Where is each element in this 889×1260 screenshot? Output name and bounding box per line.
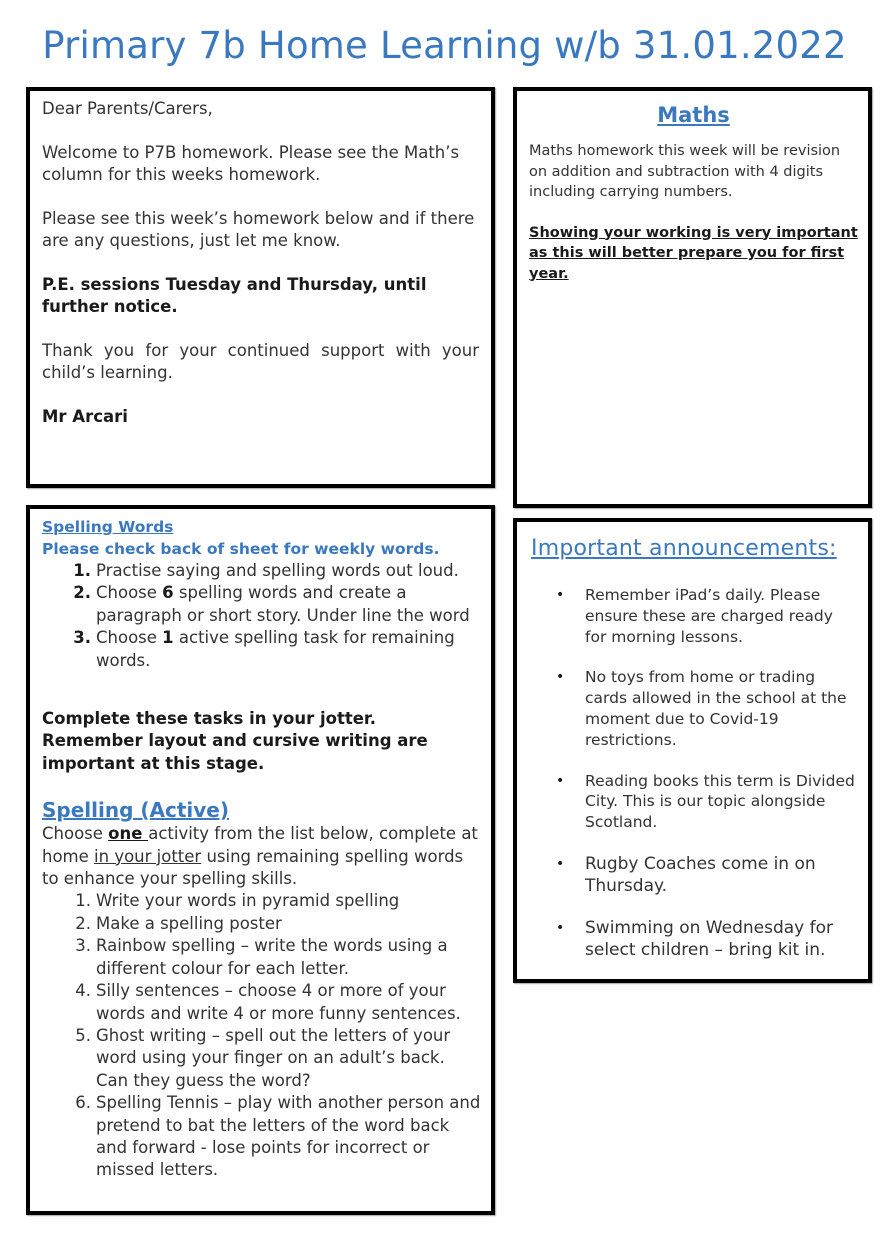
activity-item (42, 935, 481, 980)
intro-underlined: in your jotter (94, 846, 202, 866)
spelling-active-intro (42, 823, 481, 890)
bullet-icon: • (556, 855, 565, 872)
bullet-icon: • (556, 587, 565, 603)
spelling-words-heading: Spelling Words (42, 518, 174, 536)
activity-item (42, 1025, 481, 1092)
bullet-icon: • (556, 919, 565, 936)
maths-heading: Maths (657, 103, 730, 127)
spelling-subheading: Please check back of sheet for weekly words. (42, 540, 440, 558)
intro-text: using remaining spelling words to enhance your spelling skills. (42, 846, 464, 889)
maths-box (513, 87, 872, 508)
announcement-text: No toys from home or trading cards allowed in the school at the moment due to Covid-19 restrictions. (585, 668, 847, 749)
announcement-item (529, 771, 858, 833)
activity-number: 3. (75, 936, 91, 956)
activity-text: Rainbow spelling – write the words using a different colour for each letter. (96, 936, 448, 978)
bullet-icon: • (556, 772, 565, 789)
task-number: 3. (73, 628, 91, 648)
activity-text: Ghost writing – spell out the letters of your word using your finger on an adult’s back. Can they guess the word? (96, 1025, 451, 1090)
intro-text: activity from the list below, complete at home (42, 824, 478, 866)
announcement-item (529, 917, 858, 961)
intro-text: Choose (42, 824, 109, 844)
maths-emphasis: Showing your working is very important as this will better prepare you for first year. (529, 224, 858, 282)
spelling-task (42, 582, 481, 627)
letter-see-below: Please see this week’s homework below and if there are any questions, just let me know. (42, 209, 475, 250)
announcement-text: Remember iPad’s daily. Please ensure these are charged ready for morning lessons. (585, 586, 833, 646)
letter-greeting: Dear Parents/Carers, (42, 99, 213, 118)
announcement-item (529, 667, 858, 750)
spelling-active-heading: Spelling (Active) (42, 798, 230, 823)
parent-letter-box (26, 87, 495, 488)
task-count: 6 (162, 583, 174, 603)
spelling-box (26, 505, 495, 1215)
letter-thanks: Thank you for your continued support with your child’s learning. (42, 341, 479, 382)
task-text: spelling words and create a paragraph or short story. Under line the word (96, 583, 470, 625)
activity-number: 1. (75, 891, 91, 911)
activity-item (42, 1092, 481, 1182)
activity-number: 5. (75, 1025, 91, 1045)
task-text: active spelling task for remaining words. (96, 628, 455, 670)
activity-text: Silly sentences – choose 4 or more of your words and write 4 or more funny sentences. (96, 981, 461, 1023)
activity-item (42, 890, 481, 912)
activity-text: Spelling Tennis – play with another person and pretend to bat the letters of the word back and forward - lose points for incorrect or missed letters. (96, 1093, 481, 1180)
activity-number: 2. (75, 913, 91, 933)
page-title: Primary 7b Home Learning w/b 31.01.2022 (42, 24, 847, 67)
task-number: 1. (73, 561, 91, 580)
announcement-item (529, 585, 858, 647)
maths-body: Maths homework this week will be revision on addition and subtraction with 4 digits including carrying numbers. (529, 143, 841, 200)
announcement-text: Swimming on Wednesday for select children – bring kit in. (585, 917, 834, 960)
letter-signature: Mr Arcari (42, 407, 128, 426)
jotter-note: Complete these tasks in your jotter. Remember layout and cursive writing are important at this stage. (42, 709, 428, 773)
announcement-list (529, 585, 858, 961)
activity-text: Make a spelling poster (96, 913, 282, 933)
announcement-text: Reading books this term is Divided City. This is our topic alongside Scotland. (585, 771, 855, 832)
task-count: 1 (162, 628, 174, 648)
task-text: Choose (96, 628, 163, 648)
letter-welcome: Welcome to P7B homework. Please see the Math’s column for this weeks homework. (42, 143, 460, 184)
activity-item (42, 980, 481, 1025)
announcements-box (513, 518, 872, 983)
spelling-task (42, 627, 481, 672)
activity-number: 6. (75, 1093, 91, 1113)
announcements-heading: Important announcements: (531, 536, 837, 561)
bullet-icon: • (556, 669, 565, 686)
announcement-text: Rugby Coaches come in on Thursday. (585, 853, 816, 896)
pe-notice: P.E. sessions Tuesday and Thursday, until further notice. (42, 275, 427, 316)
task-number: 2. (73, 583, 91, 603)
activity-list (42, 890, 481, 1181)
spelling-task-list (42, 560, 481, 672)
activity-item (42, 913, 481, 935)
task-text: Practise saying and spelling words out loud. (96, 561, 459, 580)
task-text: Choose (96, 583, 163, 603)
spelling-task (42, 560, 481, 582)
activity-text: Write your words in pyramid spelling (96, 891, 400, 911)
announcement-item (529, 853, 858, 897)
intro-emphasis: one (108, 824, 149, 844)
activity-number: 4. (75, 981, 91, 1001)
